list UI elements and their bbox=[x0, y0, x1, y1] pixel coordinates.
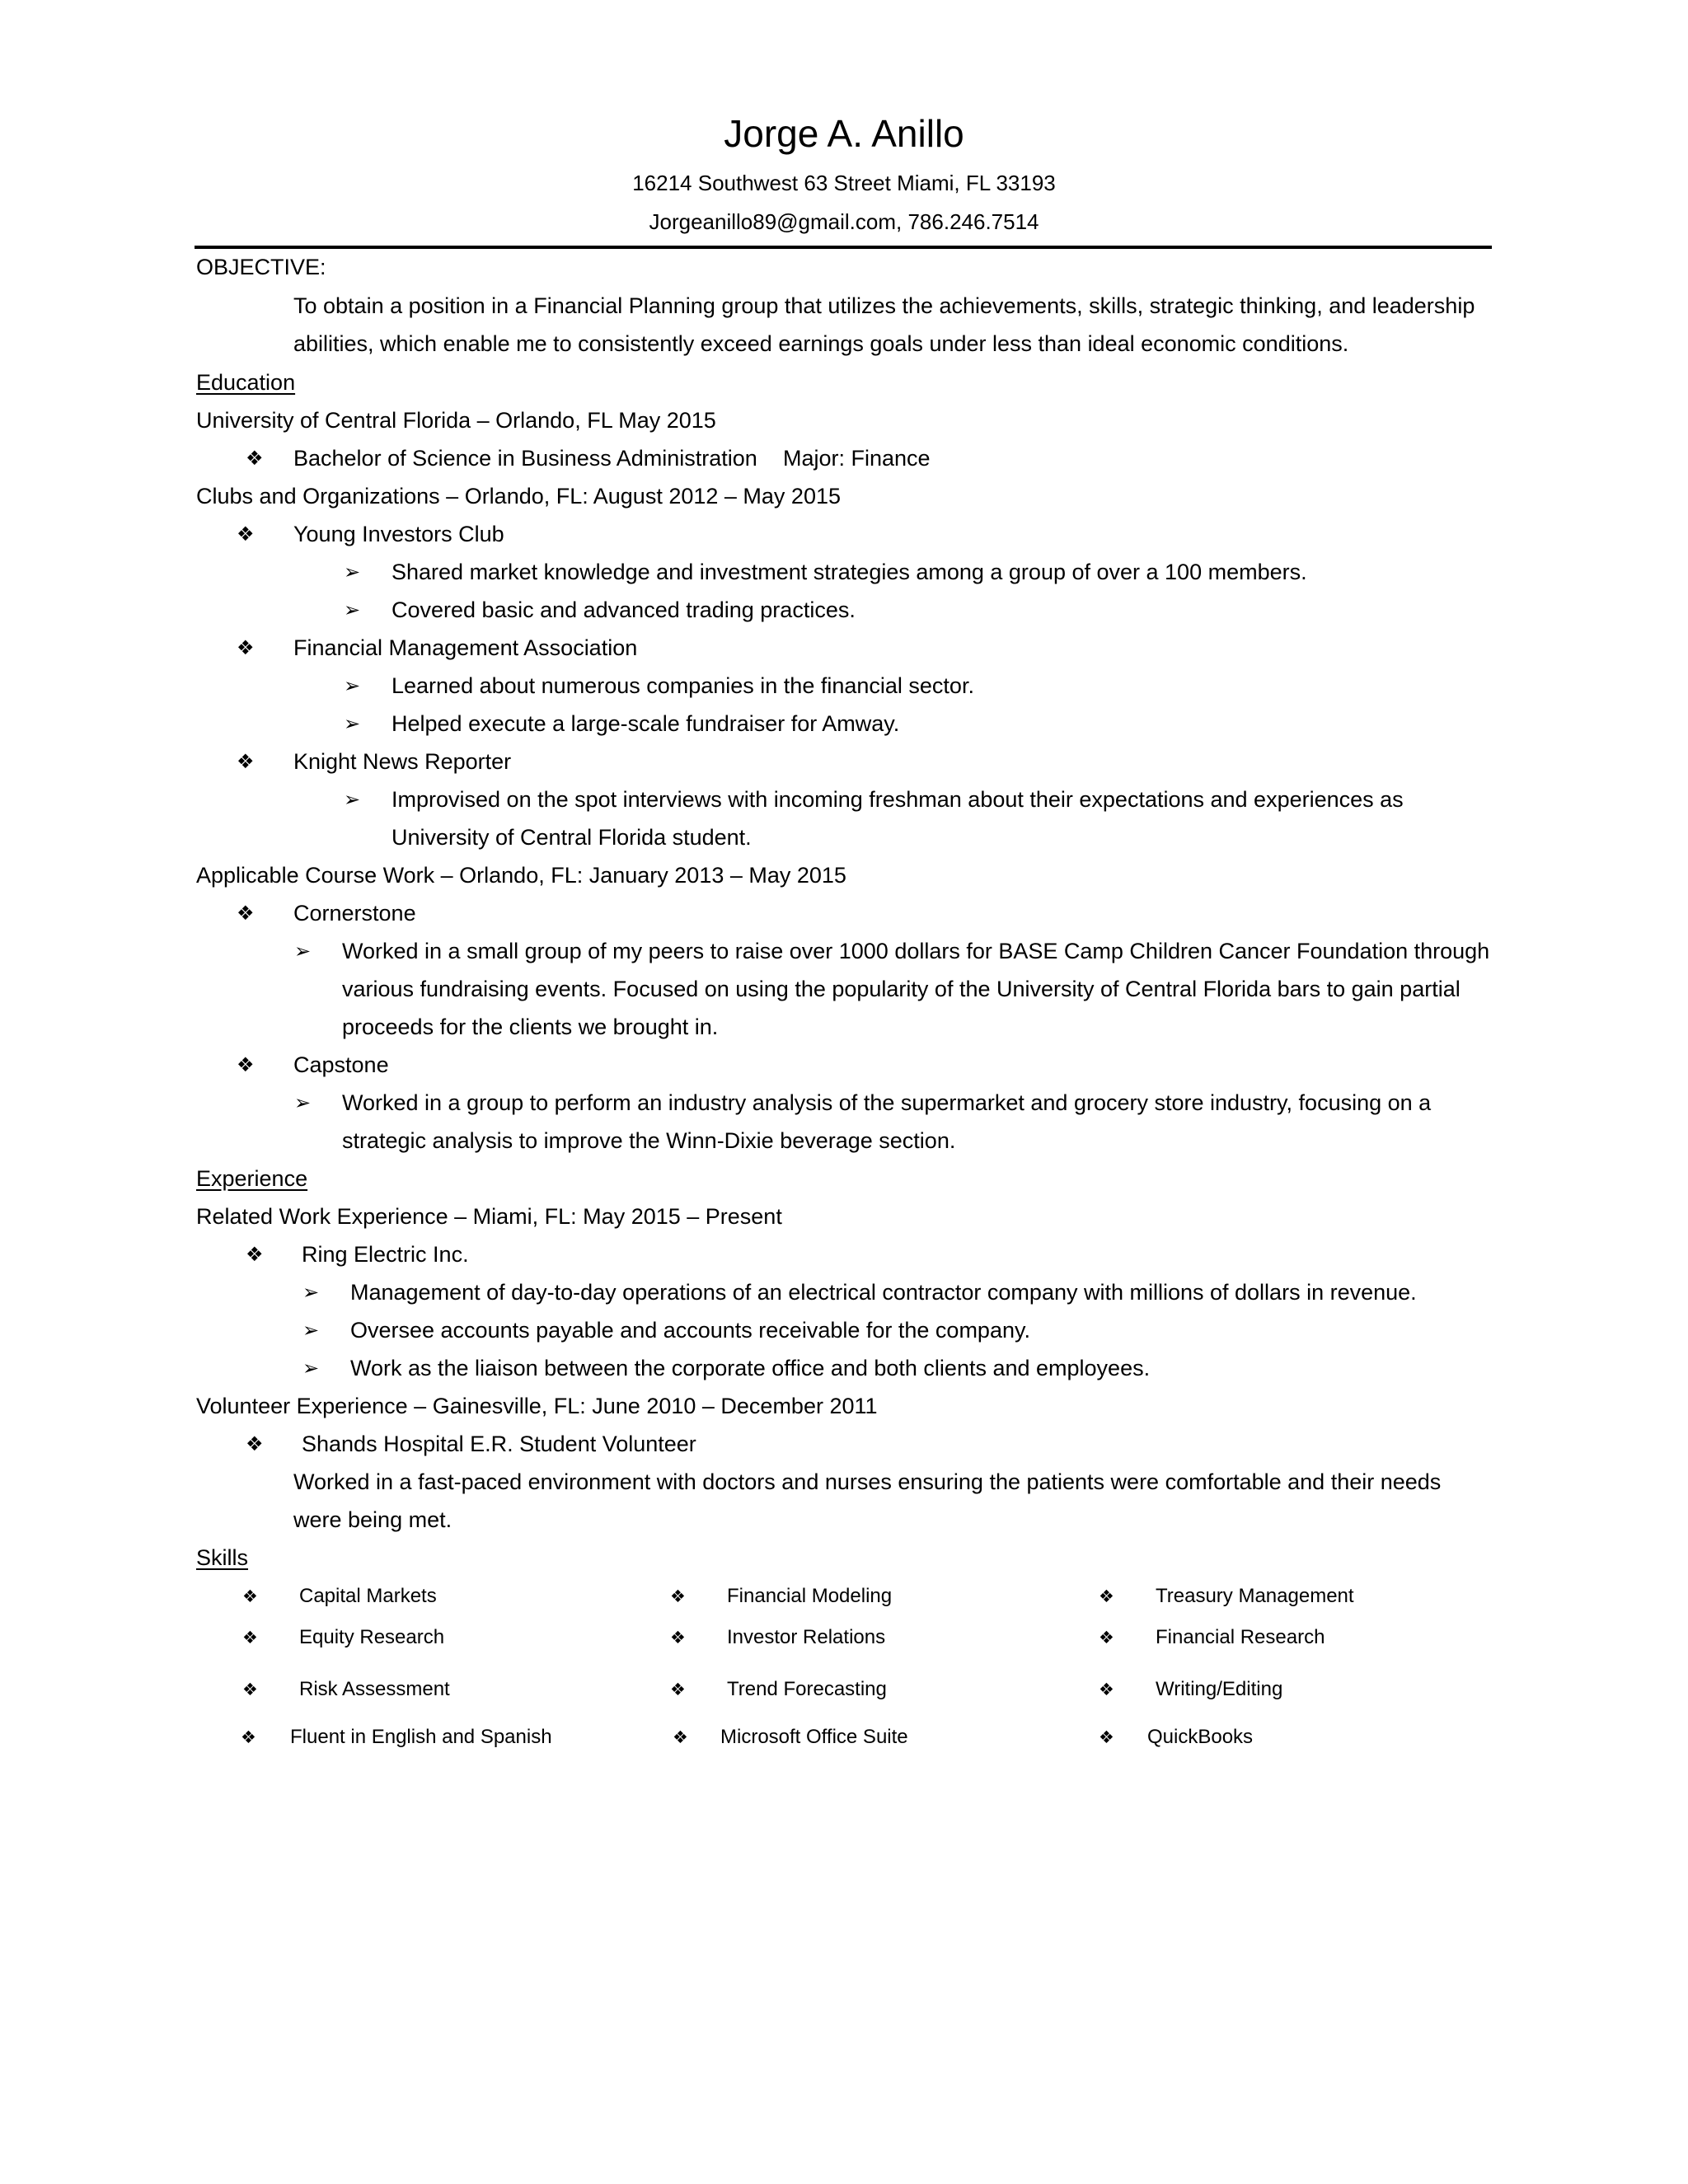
club-knight-news: Knight News Reporter bbox=[293, 749, 512, 774]
diamond-bullet-icon: ❖ bbox=[1099, 1586, 1114, 1606]
diamond-bullet-icon: ❖ bbox=[246, 1243, 264, 1266]
education-degree: Bachelor of Science in Business Administration bbox=[293, 446, 757, 471]
school-detail: Orlando, FL May 2015 bbox=[489, 408, 716, 433]
diamond-bullet-icon: ❖ bbox=[237, 523, 255, 546]
diamond-bullet-icon: ❖ bbox=[237, 902, 255, 925]
course2-line-1: Worked in a group to perform an industry analysis of the supermarket and grocery store industry, focusing on a bbox=[342, 1090, 1432, 1115]
header-divider bbox=[195, 246, 1492, 249]
diamond-bullet-icon: ❖ bbox=[237, 1053, 255, 1076]
course2-line-2: strategic analysis to improve the Winn-Dixie beverage section. bbox=[342, 1128, 956, 1153]
arrow-bullet-icon: ➢ bbox=[302, 1357, 320, 1380]
clubs-detail: Orlando, FL: August 2012 – May 2015 bbox=[458, 484, 841, 509]
diamond-bullet-icon: ❖ bbox=[673, 1727, 688, 1747]
course-work-title-text: Applicable Course Work – bbox=[196, 863, 453, 888]
arrow-bullet-icon: ➢ bbox=[294, 940, 312, 963]
skill-item: Financial Research bbox=[1156, 1626, 1325, 1648]
objective-text-line-1: To obtain a position in a Financial Planning group that utilizes the achievements, skills, strategic thinking, and leadership bbox=[293, 293, 1475, 318]
experience-heading: Experience bbox=[196, 1166, 308, 1191]
diamond-bullet-icon: ❖ bbox=[241, 1727, 256, 1747]
arrow-bullet-icon: ➢ bbox=[344, 598, 361, 621]
diamond-bullet-icon: ❖ bbox=[246, 447, 264, 470]
skill-item: Equity Research bbox=[299, 1626, 445, 1648]
work-bullet-2: Oversee accounts payable and accounts receivable for the company. bbox=[350, 1318, 1030, 1343]
skill-item: QuickBooks bbox=[1147, 1726, 1254, 1748]
contact-address: 16214 Southwest 63 Street Miami, FL 33193 bbox=[632, 171, 1056, 195]
skill-item: Risk Assessment bbox=[299, 1678, 450, 1700]
skill-item: Financial Modeling bbox=[727, 1585, 893, 1607]
volunteer-role: Shands Hospital E.R. Student Volunteer bbox=[302, 1432, 696, 1456]
diamond-bullet-icon: ❖ bbox=[670, 1628, 686, 1647]
course-capstone: Capstone bbox=[293, 1052, 389, 1077]
objective-text-line-2: abilities, which enable me to consistently exceed earnings goals under less than ideal economic conditions. bbox=[293, 331, 1349, 356]
skill-item: Fluent in English and Spanish bbox=[290, 1726, 552, 1748]
course1-line-3: proceeds for the clients we brought in. bbox=[342, 1015, 719, 1039]
volunteer-line-2: were being met. bbox=[293, 1507, 452, 1532]
diamond-bullet-icon: ❖ bbox=[1099, 1727, 1114, 1747]
clubs-title-text: Clubs and Organizations – bbox=[196, 484, 459, 509]
club-young-investors: Young Investors Club bbox=[293, 522, 504, 546]
work-experience-title bbox=[196, 1202, 782, 1231]
volunteer-detail: Gainesville, FL: June 2010 – December 2011 bbox=[426, 1394, 878, 1418]
club1-bullet-1: Shared market knowledge and investment strategies among a group of over a 100 members. bbox=[392, 560, 1307, 584]
work-bullet-1: Management of day-to-day operations of an electrical contractor company with millions of dollars in revenue. bbox=[350, 1280, 1417, 1305]
skill-item: Capital Markets bbox=[299, 1585, 437, 1607]
work-bullet-3: Work as the liaison between the corporate office and both clients and employees. bbox=[350, 1356, 1151, 1380]
skill-item: Microsoft Office Suite bbox=[720, 1726, 908, 1748]
diamond-bullet-icon: ❖ bbox=[1099, 1628, 1114, 1647]
volunteer-experience-title bbox=[196, 1391, 878, 1421]
club3-bullet-1-line-2: University of Central Florida student. bbox=[392, 825, 752, 850]
arrow-bullet-icon: ➢ bbox=[294, 1091, 312, 1114]
school-name: University of Central Florida – bbox=[196, 408, 490, 433]
company-name: Ring Electric Inc. bbox=[302, 1242, 469, 1267]
course1-line-2: various fundraising events. Focused on using the popularity of the University of Central Florida bars to gain partial bbox=[342, 977, 1461, 1001]
diamond-bullet-icon: ❖ bbox=[670, 1680, 686, 1699]
club-financial-management: Financial Management Association bbox=[293, 635, 638, 660]
course-work-title bbox=[196, 860, 846, 890]
candidate-name: Jorge A. Anillo bbox=[724, 112, 964, 155]
course1-line-1: Worked in a small group of my peers to raise over 1000 dollars for BASE Camp Children Cancer Foundation through bbox=[342, 939, 1490, 963]
diamond-bullet-icon: ❖ bbox=[242, 1586, 258, 1606]
diamond-bullet-icon: ❖ bbox=[237, 636, 255, 659]
diamond-bullet-icon: ❖ bbox=[242, 1628, 258, 1647]
diamond-bullet-icon: ❖ bbox=[246, 1432, 264, 1455]
objective-heading: OBJECTIVE: bbox=[196, 255, 326, 279]
diamond-bullet-icon: ❖ bbox=[1099, 1680, 1114, 1699]
arrow-bullet-icon: ➢ bbox=[344, 788, 361, 811]
club2-bullet-1: Learned about numerous companies in the financial sector. bbox=[392, 673, 974, 698]
arrow-bullet-icon: ➢ bbox=[302, 1319, 320, 1342]
arrow-bullet-icon: ➢ bbox=[344, 560, 361, 583]
skill-item: Treasury Management bbox=[1156, 1585, 1354, 1607]
diamond-bullet-icon: ❖ bbox=[242, 1680, 258, 1699]
volunteer-line-1: Worked in a fast-paced environment with doctors and nurses ensuring the patients were comfortable and their needs bbox=[293, 1469, 1442, 1494]
skill-item: Trend Forecasting bbox=[727, 1678, 887, 1700]
clubs-title bbox=[196, 481, 841, 511]
education-heading: Education bbox=[196, 370, 296, 395]
volunteer-title-text: Volunteer Experience – bbox=[196, 1394, 427, 1418]
education-major: Major: Finance bbox=[783, 446, 931, 471]
arrow-bullet-icon: ➢ bbox=[344, 674, 361, 697]
skill-item: Writing/Editing bbox=[1156, 1678, 1283, 1700]
work-detail: Miami, FL: May 2015 – Present bbox=[467, 1204, 782, 1229]
course-cornerstone: Cornerstone bbox=[293, 901, 416, 926]
club2-bullet-2: Helped execute a large-scale fundraiser for Amway. bbox=[392, 711, 900, 736]
education-school bbox=[196, 405, 716, 435]
skill-item: Investor Relations bbox=[727, 1626, 886, 1648]
diamond-bullet-icon: ❖ bbox=[237, 750, 255, 773]
arrow-bullet-icon: ➢ bbox=[344, 712, 361, 735]
course-work-detail: Orlando, FL: January 2013 – May 2015 bbox=[452, 863, 846, 888]
contact-email-phone: Jorgeanillo89@gmail.com, 786.246.7514 bbox=[649, 209, 1039, 234]
diamond-bullet-icon: ❖ bbox=[670, 1586, 686, 1606]
work-title-text: Related Work Experience – bbox=[196, 1204, 467, 1229]
arrow-bullet-icon: ➢ bbox=[302, 1281, 320, 1304]
club1-bullet-2: Covered basic and advanced trading practices. bbox=[392, 598, 856, 622]
club3-bullet-1-line-1: Improvised on the spot interviews with incoming freshman about their expectations and experiences as bbox=[392, 787, 1404, 812]
skills-heading: Skills bbox=[196, 1545, 249, 1570]
